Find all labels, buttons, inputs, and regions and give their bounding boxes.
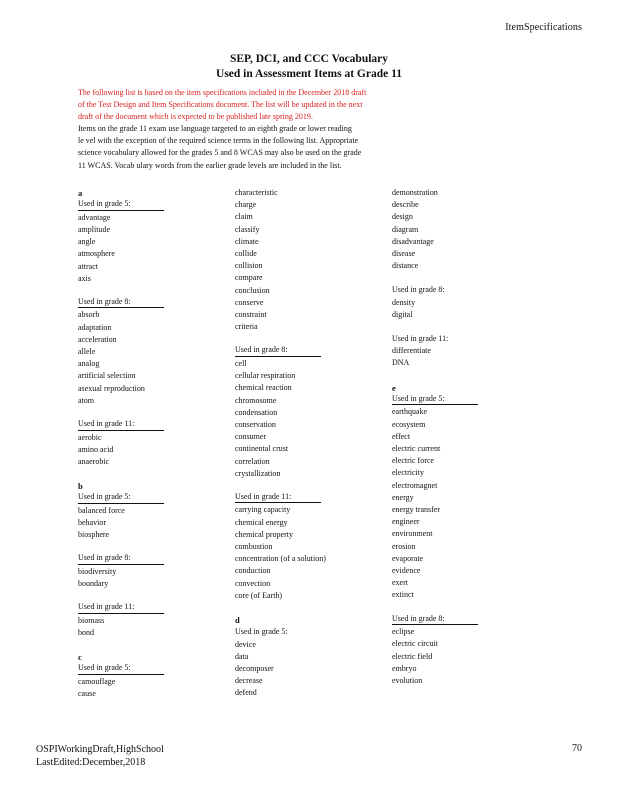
vocab-term: compare	[235, 273, 263, 283]
group-spacer	[78, 407, 228, 419]
vocab-term: conduction	[235, 566, 271, 576]
letter-spacer	[78, 468, 228, 480]
vocab-term: conservation	[235, 419, 276, 429]
vocab-term: digital	[392, 309, 413, 319]
section-letter: e	[392, 382, 396, 393]
vocab-term: analog	[78, 359, 100, 369]
draft-note-line: of the Test Design and Item Specifications document. The list will be updated in the next	[78, 100, 363, 110]
intro-text-line: Items on the grade 11 exam use language targeted to an eighth grade or lower reading	[78, 124, 352, 134]
page-footer	[36, 743, 164, 769]
page-title	[0, 52, 618, 82]
footer-doc-label: OSPIWorkingDraft,HighSchool	[36, 744, 164, 755]
footer-edit-date: LastEdited:December,2018	[36, 757, 146, 768]
vocab-term: allele	[78, 347, 96, 357]
vocab-term: describe	[392, 200, 419, 210]
draft-note-line: draft of the document which is expected to be published late spring 2019.	[78, 112, 313, 122]
vocab-term: axis	[78, 273, 91, 283]
title-line-2: Used in Assessment Items at Grade 11	[216, 68, 402, 80]
letter-spacer	[392, 370, 542, 382]
grade-group-heading: Used in grade 5:	[78, 663, 164, 675]
vocab-term: cell	[235, 358, 247, 368]
section-letter: c	[78, 652, 82, 663]
section-letter: b	[78, 481, 83, 492]
vocab-term: combustion	[235, 542, 273, 552]
vocab-term: defend	[235, 688, 257, 698]
vocab-column-3	[392, 187, 542, 687]
vocab-term: distance	[392, 261, 419, 271]
grade-group-heading: Used in grade 11:	[235, 492, 321, 504]
vocab-term: angle	[78, 237, 96, 247]
intro-text-line: 11 WCAS. Vocab ulary words from the earlier grade levels are included in the list.	[78, 160, 342, 170]
vocab-term: consumer	[235, 432, 267, 442]
vocab-term: chemical property	[235, 529, 293, 539]
grade-group-heading: Used in grade 11:	[78, 602, 164, 614]
vocab-term: engineer	[392, 517, 420, 527]
vocab-term: device	[235, 639, 256, 649]
letter-spacer	[78, 639, 228, 651]
vocab-term: anaerobic	[78, 456, 110, 466]
vocab-term: electricity	[392, 468, 424, 478]
intro-text-line: science vocabulary allowed for the grades 5 and 8 WCAS may also be used on the grade	[78, 148, 362, 158]
vocab-term: cellular respiration	[235, 371, 296, 381]
grade-group-heading: Used in grade 5:	[78, 199, 164, 211]
vocab-term: advantage	[78, 212, 111, 222]
group-spacer	[235, 333, 385, 345]
grade-group-heading: Used in grade 8:	[78, 553, 164, 565]
vocab-term: ecosystem	[392, 419, 426, 429]
vocab-term: balanced force	[78, 505, 125, 515]
vocab-term: electric circuit	[392, 639, 438, 649]
group-spacer	[78, 285, 228, 297]
vocab-term: asexual reproduction	[78, 383, 145, 393]
vocab-term: amino acid	[78, 444, 114, 454]
vocab-term: atom	[78, 395, 94, 405]
vocab-term: continental crust	[235, 444, 289, 454]
grade-group-heading: Used in grade 5:	[392, 394, 478, 406]
vocab-term: conclusion	[235, 285, 270, 295]
section-letter: d	[235, 615, 240, 626]
grade-group-heading: Used in grade 8:	[392, 614, 478, 626]
grade-group-heading: Used in grade 5:	[78, 492, 164, 504]
vocab-term: biodiversity	[78, 566, 117, 576]
vocab-term: criteria	[235, 322, 258, 332]
vocab-term: carrying capacity	[235, 505, 291, 515]
grade-group-heading: Used in grade 8:	[392, 285, 445, 295]
vocab-term: characteristic	[235, 188, 278, 197]
vocab-term: electric field	[392, 651, 433, 661]
vocab-term: attract	[78, 261, 98, 271]
vocab-term: collide	[235, 249, 257, 259]
vocab-term: earthquake	[392, 407, 428, 417]
vocab-term: effect	[392, 431, 411, 441]
grade-group-heading: Used in grade 11:	[78, 419, 164, 431]
vocab-column-1	[78, 187, 228, 700]
vocab-term: energy	[392, 492, 414, 502]
vocab-term: evaporate	[392, 553, 424, 563]
group-spacer	[392, 272, 542, 284]
vocab-term: artificial selection	[78, 371, 136, 381]
vocab-term: boundary	[78, 579, 109, 589]
vocab-term: eclipse	[392, 627, 415, 637]
vocab-term: DNA	[392, 358, 410, 368]
running-header: ItemSpecifications	[505, 22, 582, 33]
vocab-term: chemical energy	[235, 517, 288, 527]
vocab-term: atmosphere	[78, 249, 115, 259]
section-letter: a	[78, 188, 83, 198]
vocab-term: convection	[235, 578, 271, 588]
vocab-term: acceleration	[78, 334, 117, 344]
vocab-column-2	[235, 187, 385, 700]
vocab-term: cause	[78, 689, 96, 699]
intro-text-line: le vel with the exception of the required science terms in the following list. Appropriate	[78, 136, 359, 146]
vocab-term: behavior	[78, 518, 106, 528]
vocab-term: crystallization	[235, 468, 281, 478]
vocab-term: embryo	[392, 663, 417, 673]
group-spacer	[235, 480, 385, 492]
grade-group-heading: Used in grade 8:	[235, 345, 321, 357]
vocab-term: demonstration	[392, 188, 438, 197]
vocab-term: evidence	[392, 565, 421, 575]
vocab-term: camouflage	[78, 676, 116, 686]
vocab-term: data	[235, 651, 249, 661]
page-number: 70	[572, 743, 582, 754]
vocab-term: design	[392, 212, 413, 222]
vocab-term: extinct	[392, 590, 414, 600]
vocab-term: biomass	[78, 615, 105, 625]
vocab-term: electric current	[392, 443, 441, 453]
vocab-term: adaptation	[78, 322, 112, 332]
draft-note-line: The following list is based on the item specifications included in the December 2018 draft	[78, 88, 367, 97]
title-line-1: SEP, DCI, and CCC Vocabulary	[229, 53, 389, 65]
vocab-term: condensation	[235, 407, 278, 417]
vocab-term: aerobic	[78, 432, 102, 442]
vocab-term: climate	[235, 236, 259, 246]
vocab-term: environment	[392, 529, 433, 539]
grade-group-heading: Used in grade 5:	[235, 627, 288, 637]
vocab-term: decomposer	[235, 663, 274, 673]
vocab-term: electromagnet	[392, 480, 438, 490]
vocab-term: amplitude	[78, 224, 110, 234]
vocab-term: bond	[78, 628, 94, 638]
vocab-term: correlation	[235, 456, 270, 466]
vocab-term: conserve	[235, 297, 264, 307]
vocab-term: claim	[235, 212, 253, 222]
vocab-term: erosion	[392, 541, 416, 551]
vocab-term: density	[392, 297, 416, 307]
intro-paragraph	[78, 87, 528, 172]
vocab-term: classify	[235, 224, 260, 234]
vocab-term: chromosome	[235, 395, 277, 405]
grade-group-heading: Used in grade 8:	[78, 297, 164, 309]
vocab-term: collision	[235, 261, 263, 271]
vocab-term: electric force	[392, 456, 434, 466]
vocab-term: charge	[235, 200, 257, 210]
group-spacer	[78, 541, 228, 553]
vocab-term: differentiate	[392, 346, 431, 356]
vocab-term: disease	[392, 249, 416, 259]
vocab-term: concentration (of a solution)	[235, 554, 326, 564]
group-spacer	[392, 321, 542, 333]
vocab-term: absorb	[78, 310, 100, 320]
vocab-term: core (of Earth)	[235, 590, 283, 600]
vocab-term: exert	[392, 578, 408, 588]
vocab-term: chemical reaction	[235, 383, 292, 393]
group-spacer	[78, 590, 228, 602]
vocab-term: decrease	[235, 676, 263, 686]
vocab-term: biosphere	[78, 530, 110, 540]
group-spacer	[392, 602, 542, 614]
vocab-term: constraint	[235, 310, 267, 320]
vocab-term: disadvantage	[392, 236, 434, 246]
vocab-term: evolution	[392, 675, 423, 685]
vocab-term: energy transfer	[392, 504, 441, 514]
grade-group-heading: Used in grade 11:	[392, 334, 449, 344]
vocab-term: diagram	[392, 224, 419, 234]
letter-spacer	[235, 602, 385, 614]
